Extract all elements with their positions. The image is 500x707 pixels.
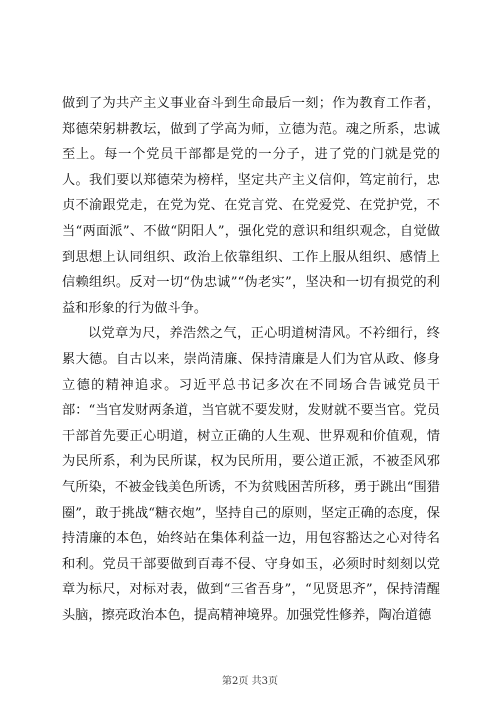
page-footer: 第2页 共3页 — [222, 676, 278, 687]
paragraph-1: 做到了为共产主义事业奋斗到生命最后一刻；作为教育工作者，郑德荣躬耕教坛，做到了学高为师，立德为范。魂之所系，忠诚至上。每一个党员干部都是党的一分子，进了党的门就是党的人。我们要以郑德荣为榜样，坚定共产主义信仰，笃定前行，忠贞不渝跟党走，在党为党、在党言党、在党爱党、在党护党，不当“两面派”、不做“阴阳人”，强化党的意识和组织观念，自觉做到思想上认同组织、政治上依靠组织、工作上服从组织、感情上信赖组织。反对一切“伪忠诚”“伪老实”，坚决和一切有损党的利益和形象的行为做斗争。 — [62, 96, 440, 316]
document-body — [62, 91, 440, 628]
paragraph-2: 以党章为尺，养浩然之气，正心明道树清风。不衿细行，终累大德。自古以来，崇尚清廉、保持清廉是人们为官从政、修身立德的精神追求。习近平总书记多次在不同场合告诫党员干部：“当官发财两条道，当官就不要发财，发财就不要当官。党员干部首先要正心明道，树立正确的人生观、世界观和价值观，情为民所系，利为民所谋，权为民所用，要公道正派，不被歪风邪气所染，不被金钱美色所诱，不为贫贱困苦所移，勇于跳出“围猎圈”，敢于挑战“糖衣炮”，坚持自己的原则，坚定正确的态度，保持清廉的本色，始终站在集体利益一边，用包容豁达之心对待名和利。党员干部要做到百毒不侵、守身如玉，必须时时刻刻以党章为标尺，对标对表，做到“三省吾身”，“见贤思齐”，保持清醒头脑，擦亮政治本色，提高精神境界。加强党性修养，陶冶道德 — [62, 326, 440, 623]
